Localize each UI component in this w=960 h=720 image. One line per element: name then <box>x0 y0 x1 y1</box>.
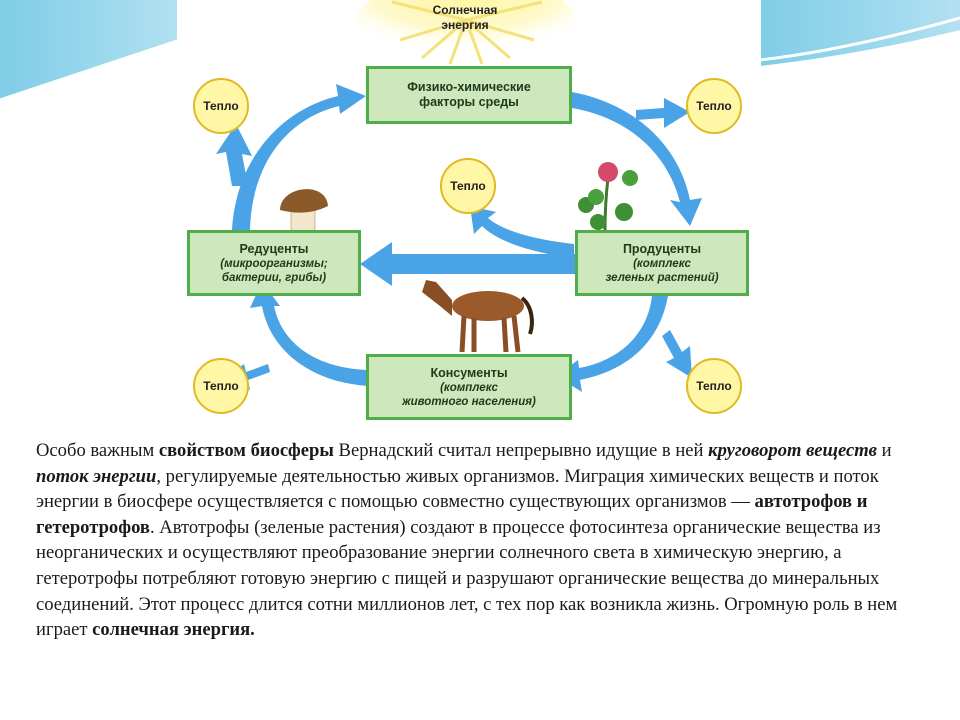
node-decomposers <box>187 230 361 296</box>
node-producers-sub2: зеленых растений) <box>605 271 719 284</box>
sun-label-line2: энергия <box>441 18 489 32</box>
description-paragraph <box>36 438 936 643</box>
arrow-to-heat-bottomright <box>662 330 692 378</box>
para-text-3: и <box>876 440 892 461</box>
node-decomposers-sub2: бактерии, грибы) <box>221 271 327 284</box>
node-consumers <box>366 354 572 420</box>
arrow-producers-to-consumers <box>556 296 668 392</box>
node-decomposers-sub1: (микроорганизмы; <box>220 257 328 270</box>
heat-circle-center: Тепло <box>440 158 496 214</box>
para-italic-energy-flow: поток энергии <box>36 465 157 487</box>
horse-icon <box>422 280 532 352</box>
node-consumers-title: Консументы <box>430 365 508 380</box>
para-text-1: Особо важным <box>36 440 159 461</box>
node-producers <box>575 230 749 296</box>
mushroom-icon <box>280 189 328 233</box>
para-bold-autotrophs: автотрофов и гетеротрофов <box>36 491 868 538</box>
sun-label-line1: Солнечная <box>432 3 498 17</box>
heat-circle-bottom-left: Тепло <box>193 358 249 414</box>
node-producers-sub1: (комплекс <box>633 257 691 270</box>
heat-circle-bottom-right: Тепло <box>686 358 742 414</box>
para-italic-substance-cycle: круговорот веществ <box>708 440 877 461</box>
heat-circle-top-right: Тепло <box>686 78 742 134</box>
para-bold-solar-energy: солнечная энергия. <box>92 619 255 641</box>
node-consumers-sub1: (комплекс <box>440 381 498 394</box>
sun-label <box>400 3 530 33</box>
arrow-to-heat-topright <box>636 98 690 128</box>
para-text-2: Вернадский считал непрерывно идущие в ней <box>333 440 709 461</box>
node-env-line1: Физико-химические <box>407 80 531 94</box>
node-environment-factors <box>366 66 572 124</box>
node-decomposers-title: Редуценты <box>239 241 309 256</box>
para-bold-biosphere-property: свойством биосферы <box>158 440 334 461</box>
node-env-line2: факторы среды <box>419 95 519 109</box>
arrow-producers-to-heat-center <box>470 206 574 258</box>
node-producers-title: Продуценты <box>622 241 702 256</box>
para-text-5: . Автотрофы (зеленые растения) создают в процессе фотосинтеза органические вещества из неорганических и осуществляют преобразование энергии солнечного света в химическую энергию, а гетеротрофы потребляют готовую энергию с пищей и разрушают органические вещества до минеральных соединений. Этот процесс длится сотни миллионов лет, с тех пор как возникла жизнь. Огромную роль в нем играет <box>36 516 898 641</box>
clover-plant-icon <box>578 162 638 230</box>
node-consumers-sub2: животного населения) <box>402 395 536 408</box>
heat-circle-top-left: Тепло <box>193 78 249 134</box>
para-text-4: , регулируемые деятельностью живых организмов. Миграция химических веществ и поток энергии в биосфере осуществляется с помощью совместно существующих организмов — <box>36 465 879 513</box>
